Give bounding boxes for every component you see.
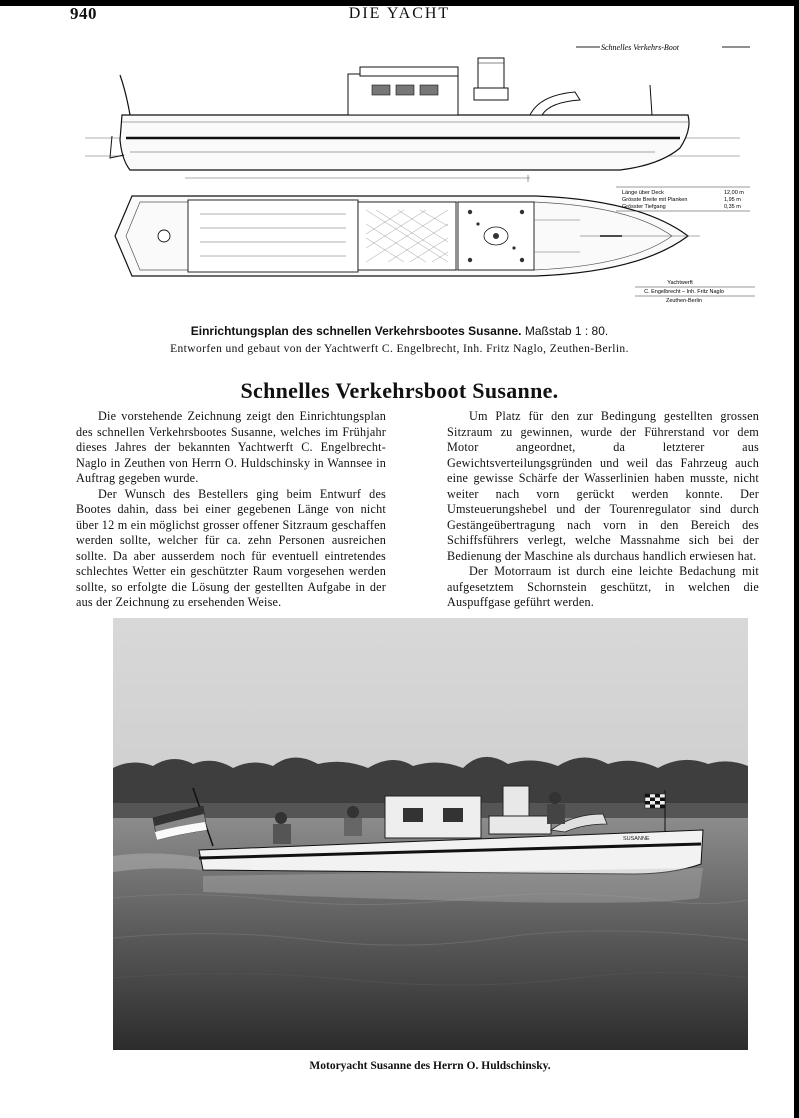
dimensions-table [616,187,750,211]
article-column-left [76,409,386,611]
article-column-right [447,409,759,611]
plan-caption [0,322,799,358]
scan-edge [794,0,799,1118]
boat-photograph [113,618,748,1050]
dim-label-beam: Grösste Breite mit Planken [622,197,688,203]
paragraph: Die vorstehende Zeichnung zeigt den Einrichtungsplan des schnellen Verkehrsbootes Susanne, welches im Frühjahr dieses Jahres der bekannten Yachtwerft C. Engelbrecht-Naglo in Zeuthen von Herrn O. Huldschinsky in Wannsee in Auftrag gegeben wurde. [76,409,386,485]
dim-label-draft: Grösster Tiefgang [622,204,666,210]
page-number: 940 [70,4,97,23]
paragraph: Der Motorraum ist durch eine leichte Bedachung mit aufgesetztem Schornstein geschützt, in welchen die Auspuffgase geführt werden. [447,564,759,609]
photo-caption: Motoryacht Susanne des Herrn O. Huldschinsky. [309,1060,551,1072]
plan-caption-scale: Maßstab 1 : 80. [524,324,609,338]
drawing-title: Schnelles Verkehrs-Boot [601,43,679,52]
plan-caption-credit: Entworfen und gebaut von der Yachtwerft C. Engelbrecht, Inh. Fritz Naglo, Zeuthen-Berlin. [170,343,629,355]
plan-caption-title: Einrichtungsplan des schnellen Verkehrsbootes Susanne. [190,324,522,338]
paragraph: Der Wunsch des Bestellers ging beim Entwurf des Bootes dahin, dass bei einer gegebenen Länge von nicht über 12 m ein möglichst grosser offener Sitzraum geschaffen werden sollte, welcher für ca. zehn Personen ausreichen sollte. Da aber ausserdem noch für eventuell eintretendes schlechtes Wetter ein geschützter Raum vorgesehen werden sollte, so erfolgte die Lösung der gestellten Aufgabe in der aus der Zeichnung zu ersehenden Weise. [76,486,386,609]
yard-stamp-line-3: Zeuthen-Berlin [665,298,703,304]
dim-value-beam: 1,95 m [724,197,741,203]
running-head: DIE YACHT [348,5,451,22]
yard-stamp [635,280,755,304]
yard-stamp-line-1: Yachtwerft [667,280,693,286]
deck-plan [115,175,700,276]
side-elevation [85,58,740,170]
dim-label-length: Länge über Deck [622,190,664,196]
dim-value-length: 12,00 m [724,190,744,196]
dim-value-draft: 0,35 m [724,204,741,210]
article-title: Schnelles Verkehrsboot Susanne. [240,378,559,403]
yard-stamp-line-2: C. Engelbrecht – Inh. Fritz Naglo [644,289,724,295]
boat-plan-drawing [60,30,760,315]
paragraph: Um Platz für den zur Bedingung gestellten grossen Sitzraum zu gewinnen, wurde der Führerstand vor dem Motor angeordnet, da letzterer aus Gewichtsverteilungsgründen und weil das Fahrzeug auch eine gewisse Schärfe der Wasserlinien haben musste, nicht weiter nach vorn gerückt werden konnte. Der Umsteuerungshebel und der Tourenregulator sind durch Gestängeübertragung nach vorn in den Bereich des Schiffsführers verlegt, welche Massnahme sich bei der Bedienung der Maschine als durchaus handlich erwiesen hat. [447,409,759,563]
hull-name: SUSANNE [623,836,650,842]
